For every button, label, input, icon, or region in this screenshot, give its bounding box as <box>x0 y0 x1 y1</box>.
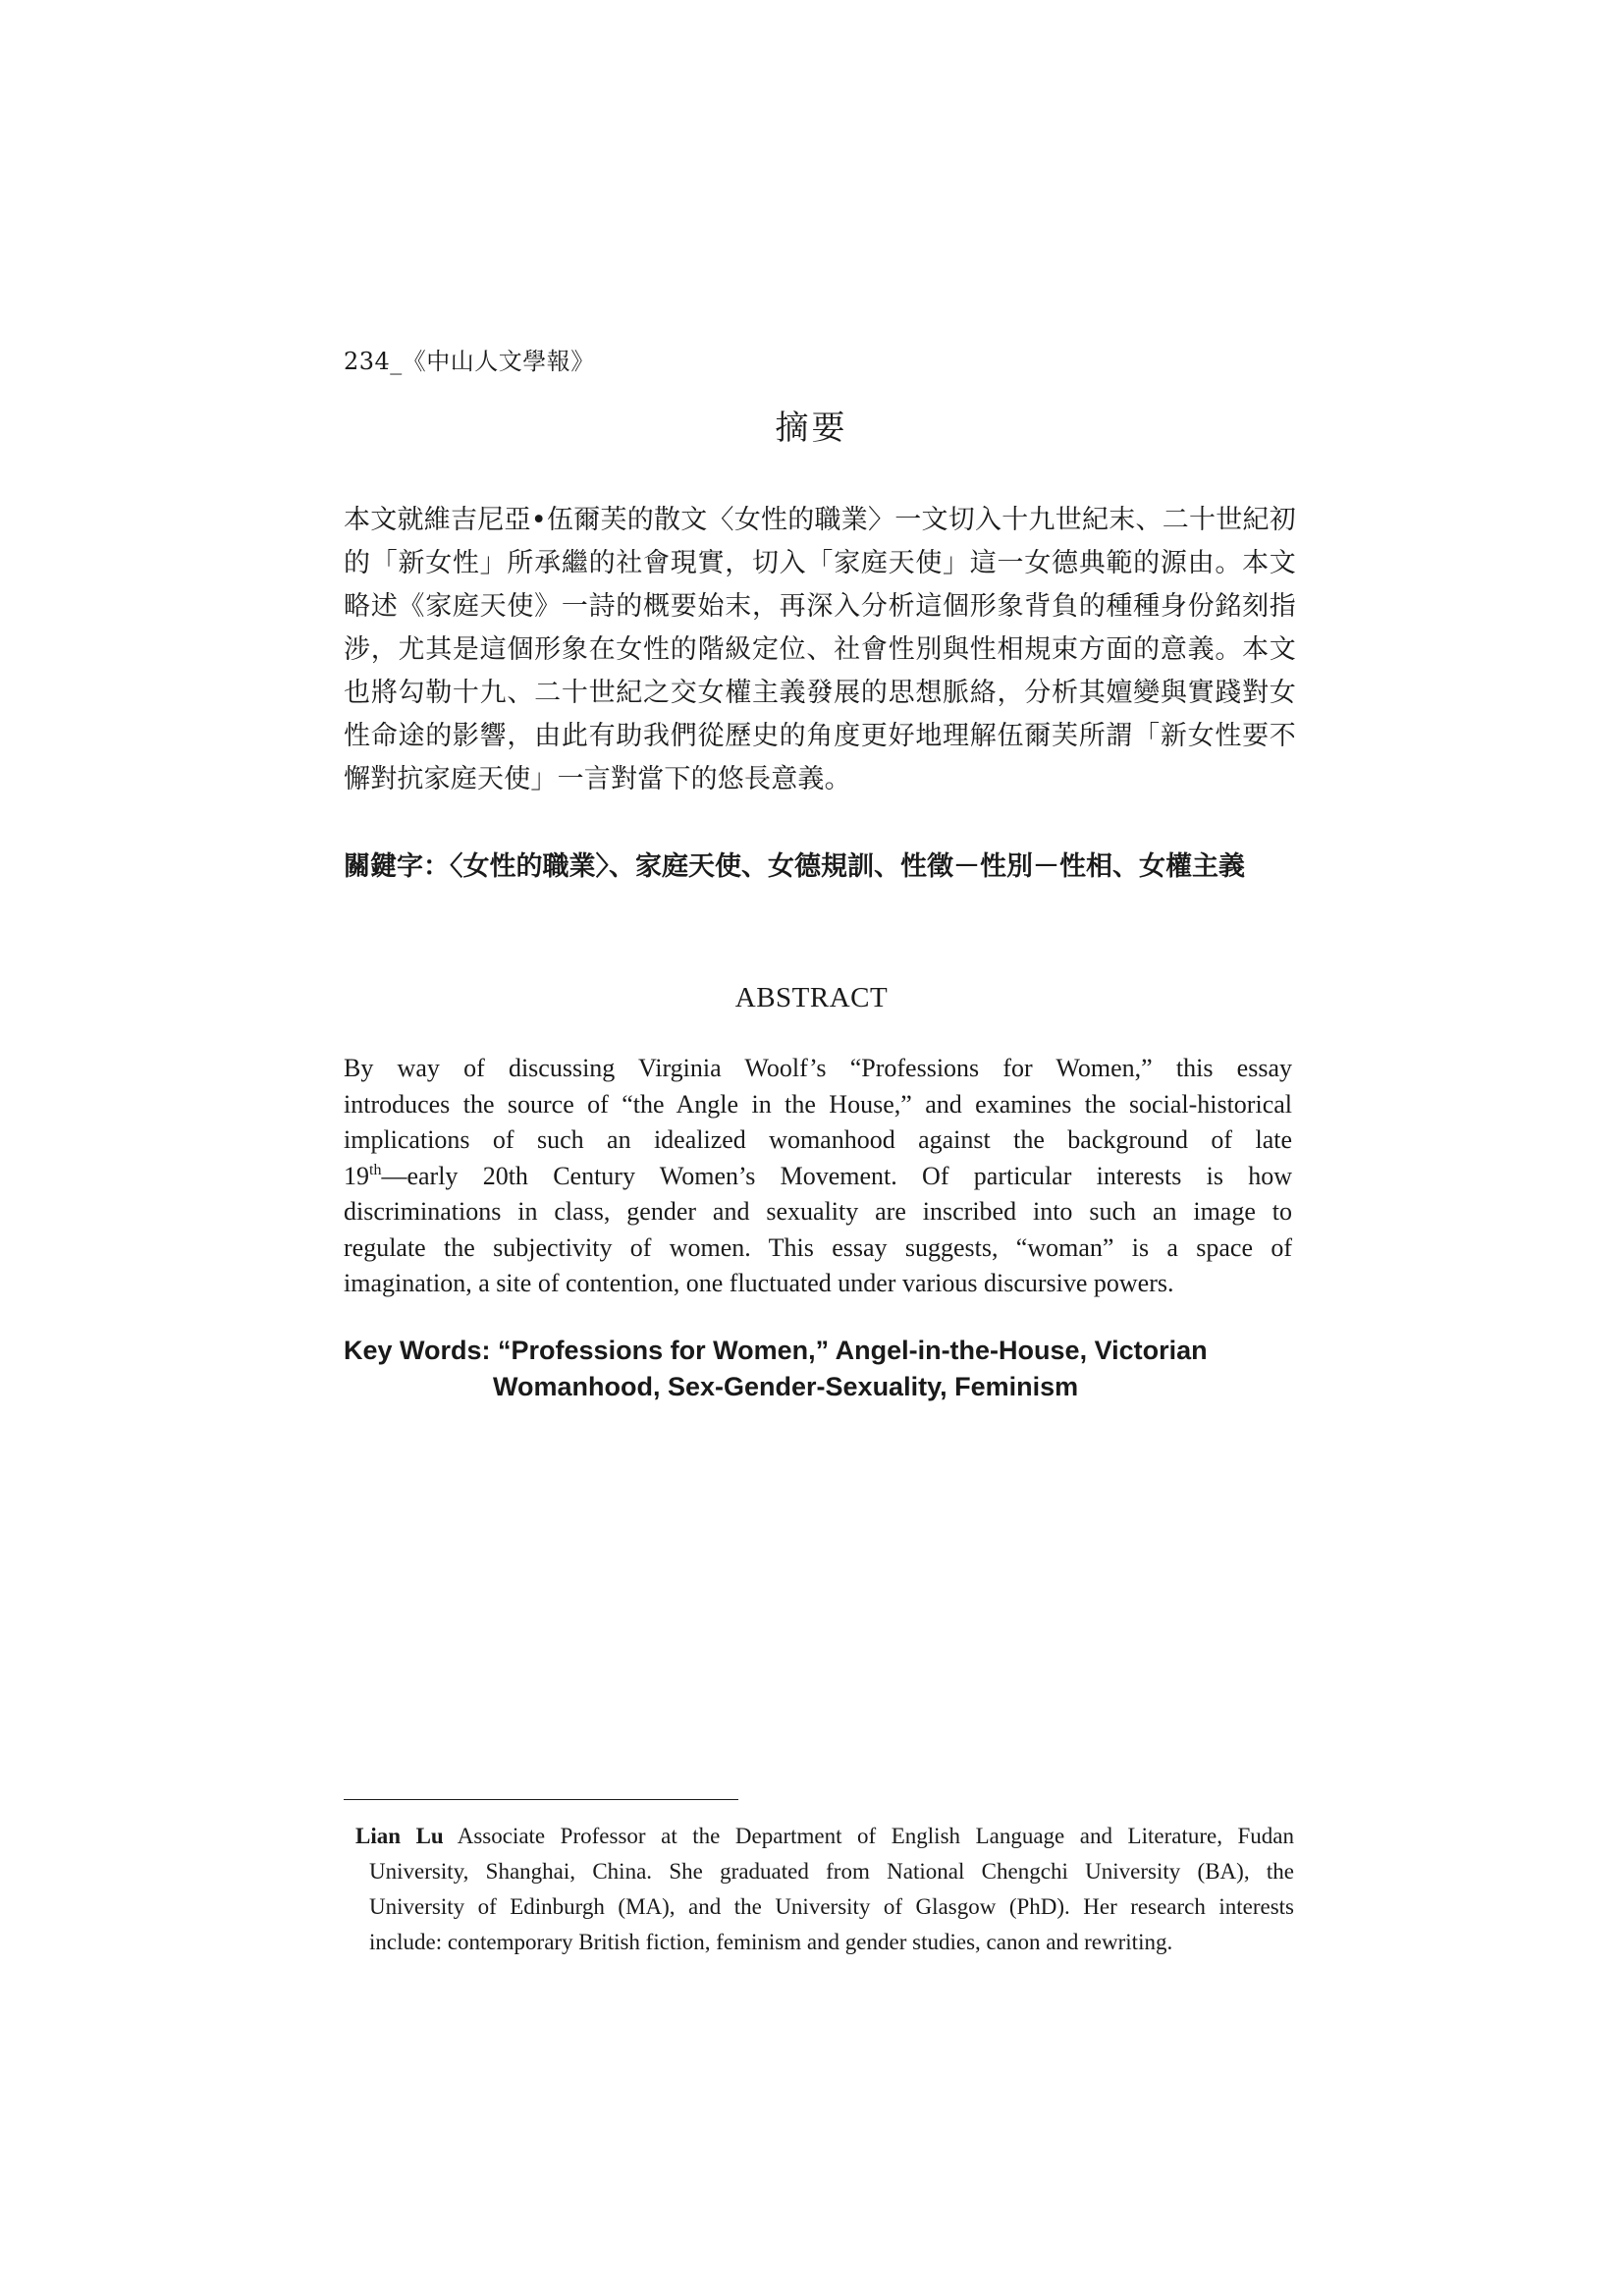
english-keywords <box>344 1333 1325 1405</box>
footnote-line <box>355 1819 1294 1854</box>
abstract-line: imagination, a site of contention, one fluctuated under various discursive powers. <box>344 1269 1174 1297</box>
keywords-line: Womanhood, Sex-Gender-Sexuality, Feminism <box>493 1372 1079 1401</box>
ordinal-superscript: th <box>369 1161 382 1178</box>
abstract-line: implications of such an idealized womanhood against the background of late <box>344 1125 1292 1154</box>
chinese-abstract-body: 本文就維吉尼亞•伍爾芙的散文〈女性的職業〉一文切入十九世紀末、二十世紀初的「新女性」所承繼的社會現實，切入「家庭天使」這一女德典範的源由。本文略述《家庭天使》一詩的概要始末，再深入分析這個形象背負的種種身份銘刻指涉，尤其是這個形象在女性的階級定位、社會性別與性相規束方面的意義。本文也將勾勒十九、二十世紀之交女權主義發展的思想脈絡，分析其嬗變與實踐對女性命途的影響，由此有助我們從歷史的角度更好地理解伍爾芙所謂「新女性要不懈對抗家庭天使」一言對當下的悠長意義。 <box>344 505 1296 794</box>
century-number: 19 <box>344 1161 369 1190</box>
running-header: 234_《中山人文學報》 <box>344 348 595 375</box>
keywords-line: Key Words: “Professions for Women,” Angel-in-the-House, Victorian <box>344 1336 1208 1365</box>
abstract-line: By way of discussing Virginia Woolf’s “Professions for Women,” this essay <box>344 1054 1292 1082</box>
chinese-abstract-title: 摘要 <box>775 409 848 448</box>
chinese-keywords: 關鍵字：〈女性的職業〉、家庭天使、女德規訓、性徵－性別－性相、女權主義 <box>344 851 1245 882</box>
abstract-line: introduces the source of “the Angle in the House,” and examines the social-historical <box>344 1089 1292 1119</box>
english-abstract-body <box>344 1051 1292 1302</box>
abstract-line-text: —early 20th Century Women’s Movement. Of particular interests is how <box>381 1161 1292 1190</box>
author-name: Lian Lu <box>355 1824 444 1848</box>
abstract-line: discriminations in class, gender and sexuality are inscribed into such an image to <box>344 1197 1292 1226</box>
abstract-line: regulate the subjectivity of women. This essay suggests, “woman” is a space of <box>344 1232 1292 1262</box>
footnote-line: University of Edinburgh (MA), and the University of Glasgow (PhD). Her research interests <box>369 1894 1294 1919</box>
abstract-line <box>344 1159 1292 1195</box>
footnote-text: Associate Professor at the Department of English Language and Literature, Fudan <box>457 1824 1295 1848</box>
footnote-divider <box>344 1799 738 1800</box>
author-footnote <box>355 1819 1294 1960</box>
footnote-line: include: contemporary British fiction, feminism and gender studies, canon and rewriting. <box>369 1930 1173 1954</box>
english-abstract-title: ABSTRACT <box>734 982 889 1013</box>
footnote-line: University, Shanghai, China. She graduated from National Chengchi University (BA), the <box>369 1859 1294 1884</box>
